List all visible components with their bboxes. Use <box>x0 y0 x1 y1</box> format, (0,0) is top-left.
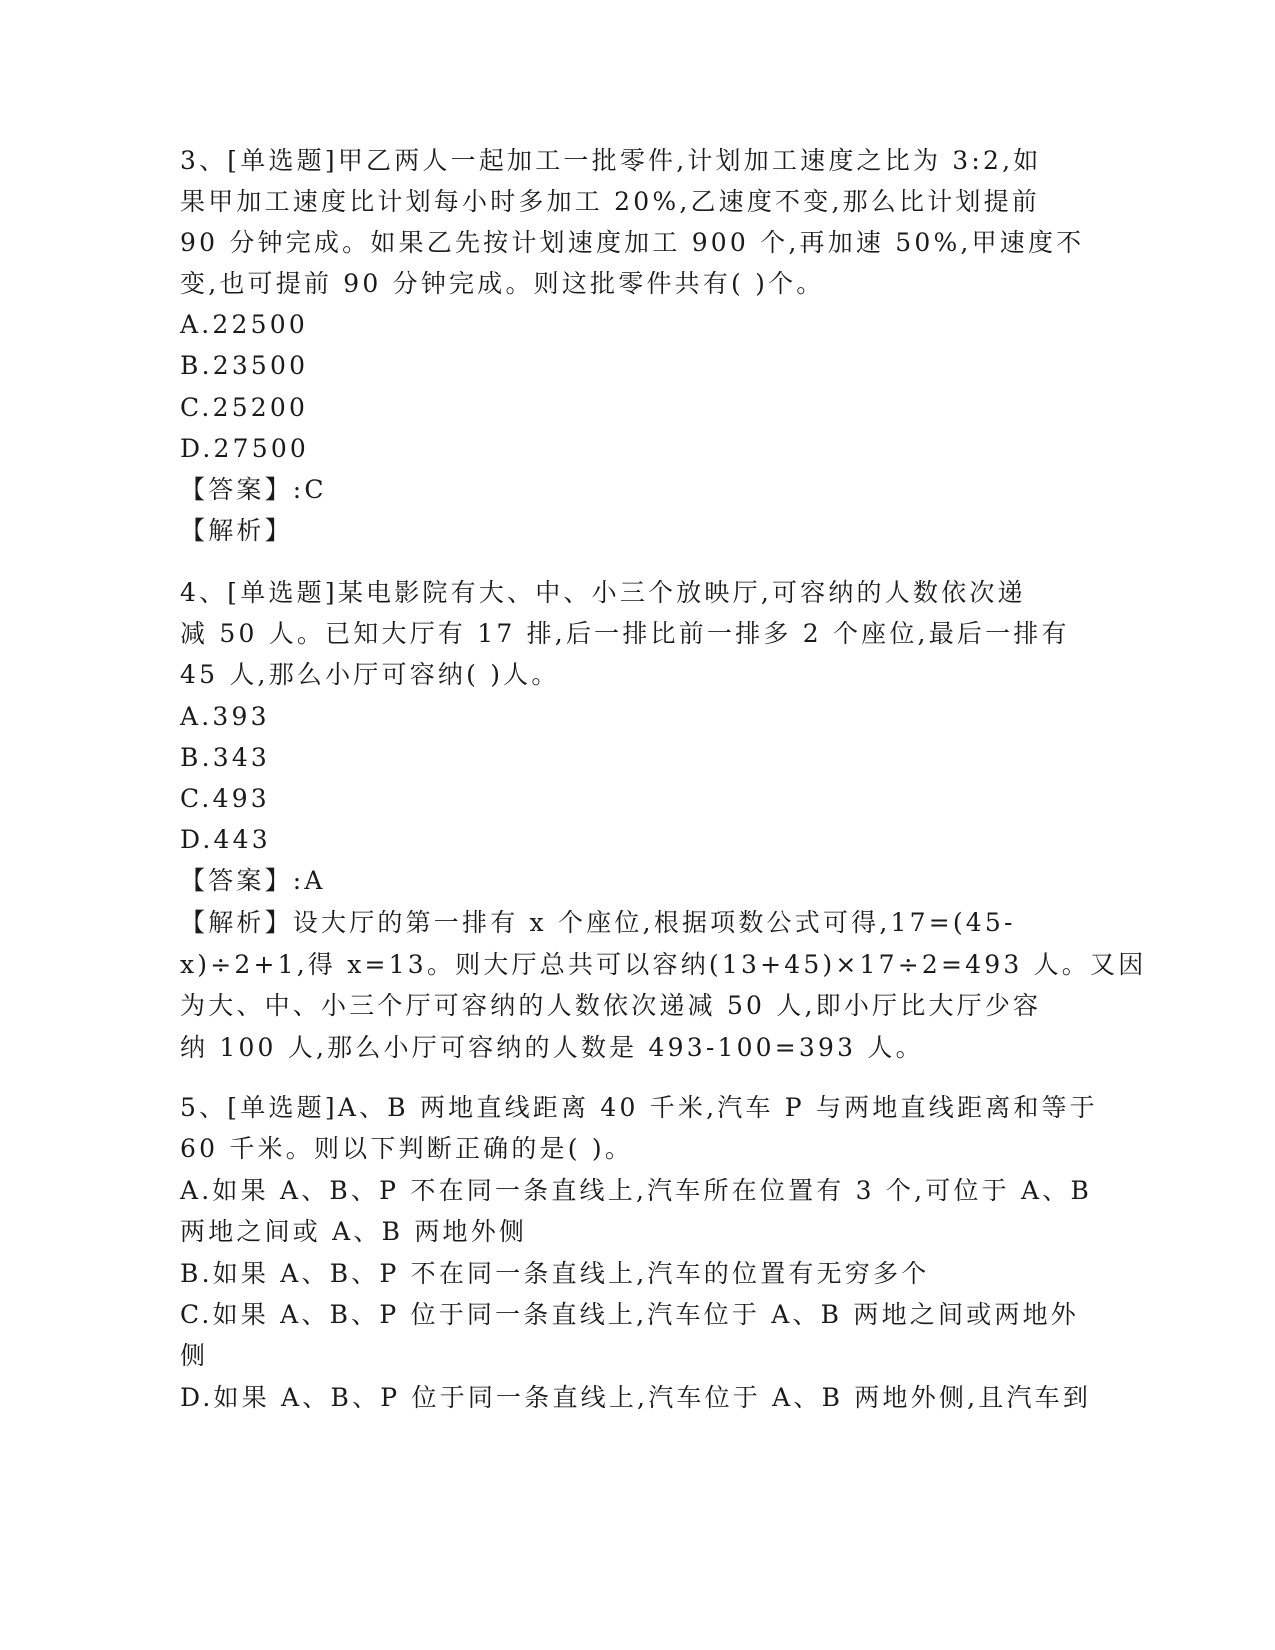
question-stem-line: 60 千米。则以下判断正确的是( )。 <box>180 1134 634 1163</box>
analysis-line: 纳 100 人,那么小厅可容纳的人数是 493-100=393 人。 <box>180 1033 924 1062</box>
analysis-line: x)÷2+1,得 x=13。则大厅总共可以容纳(13+45)×17÷2=493 人。又因 <box>180 950 1147 979</box>
question-stem-line: 90 分钟完成。如果乙先按计划速度加工 900 个,再加速 50%,甲速度不 <box>180 228 1085 257</box>
question-stem-line: 3、[单选题]甲乙两人一起加工一批零件,计划加工速度之比为 3:2,如 <box>180 146 1042 175</box>
option-a: A.22500 <box>180 310 308 339</box>
option-c: C.如果 A、B、P 位于同一条直线上,汽车位于 A、B 两地之间或两地外 <box>180 1300 1079 1329</box>
analysis-line: 【解析】 <box>180 516 293 545</box>
question-stem-line: 变,也可提前 90 分钟完成。则这批零件共有( )个。 <box>180 269 825 298</box>
option-b: B.343 <box>180 743 271 772</box>
option-b: B.如果 A、B、P 不在同一条直线上,汽车的位置有无穷多个 <box>180 1259 930 1288</box>
option-c: C.493 <box>180 784 270 813</box>
option-b: B.23500 <box>180 351 309 380</box>
analysis-line: 为大、中、小三个厅可容纳的人数依次递减 50 人,即小厅比大厅少容 <box>180 991 1042 1020</box>
option-d: D.27500 <box>180 434 310 463</box>
question-stem-line: 4、[单选题]某电影院有大、中、小三个放映厅,可容纳的人数依次递 <box>180 578 1026 607</box>
option-a: A.393 <box>180 702 270 731</box>
option-a: A.如果 A、B、P 不在同一条直线上,汽车所在位置有 3 个,可位于 A、B <box>180 1176 1093 1205</box>
question-stem-line: 果甲加工速度比计划每小时多加工 20%,乙速度不变,那么比计划提前 <box>180 187 1041 216</box>
option-d: D.443 <box>180 825 271 854</box>
option-d: D.如果 A、B、P 位于同一条直线上,汽车位于 A、B 两地外侧,且汽车到 <box>180 1383 1092 1412</box>
answer-line: 【答案】:A <box>180 866 326 895</box>
question-stem-line: 5、[单选题]A、B 两地直线距离 40 千米,汽车 P 与两地直线距离和等于 <box>180 1093 1098 1122</box>
option-a-continued: 两地之间或 A、B 两地外侧 <box>180 1217 528 1246</box>
answer-line: 【答案】:C <box>180 475 327 504</box>
option-c: C.25200 <box>180 393 309 422</box>
option-c-continued: 侧 <box>180 1341 209 1370</box>
question-stem-line: 减 50 人。已知大厅有 17 排,后一排比前一排多 2 个座位,最后一排有 <box>180 619 1070 648</box>
question-stem-line: 45 人,那么小厅可容纳( )人。 <box>180 660 560 689</box>
analysis-line: 【解析】设大厅的第一排有 x 个座位,根据项数公式可得,17=(45- <box>180 908 1016 937</box>
